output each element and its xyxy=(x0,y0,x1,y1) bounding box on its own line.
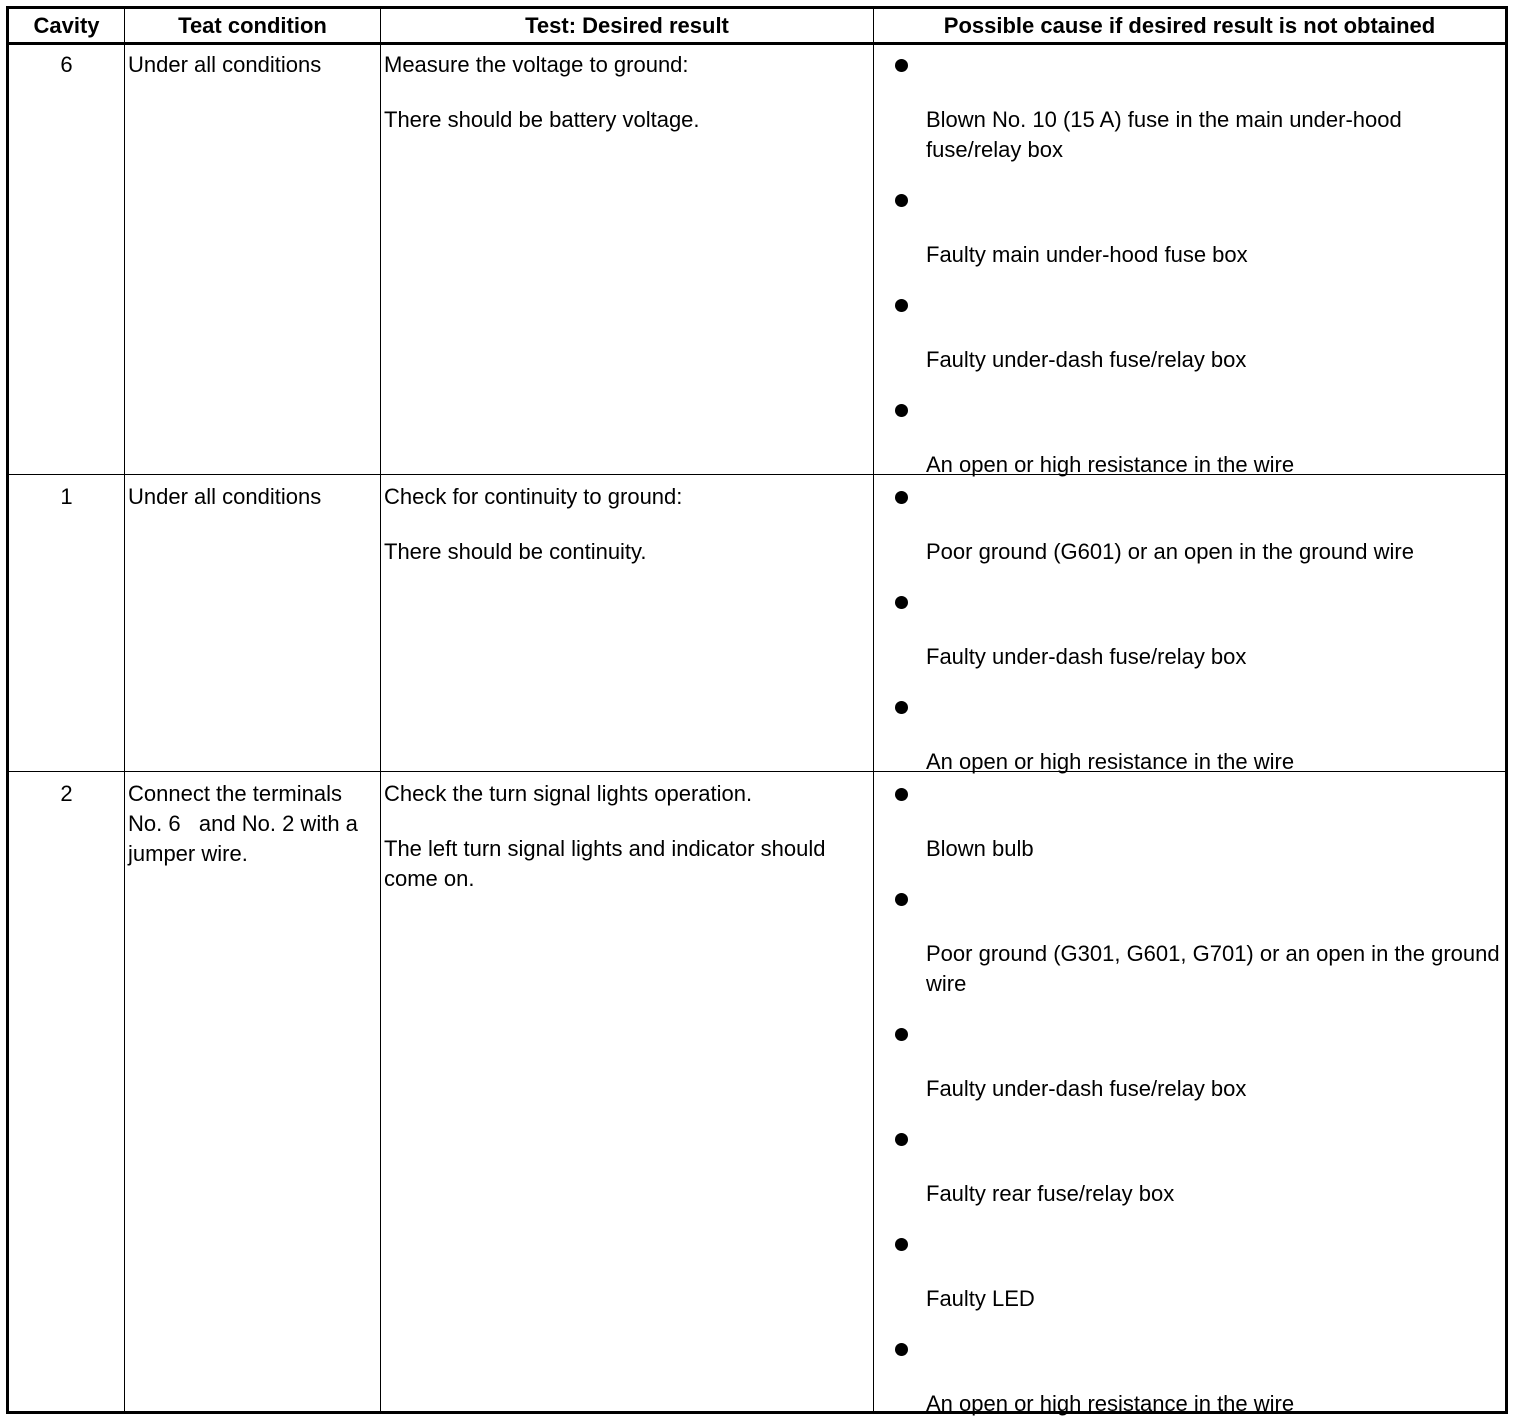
header-cause: Possible cause if desired result is not obtained xyxy=(943,13,1436,38)
bullet-icon xyxy=(895,1028,908,1041)
bullet-icon xyxy=(895,299,908,312)
bullet-icon xyxy=(895,491,908,504)
header-test: Test: Desired result xyxy=(525,13,729,38)
possible-cause: Faulty main under-hood fuse box xyxy=(926,242,1248,267)
column-divider xyxy=(873,9,874,1411)
test-instruction: Measure the voltage to ground: xyxy=(384,52,689,77)
desired-result: The left turn signal lights and indicator should come on. xyxy=(384,836,826,891)
possible-cause: Blown No. 10 (15 A) fuse in the main under-hood fuse/relay box xyxy=(926,107,1402,162)
test-instruction: Check the turn signal lights operation. xyxy=(384,781,753,806)
header-condition: Teat condition xyxy=(178,13,327,38)
cavity-number: 2 xyxy=(60,781,73,806)
possible-cause: Faulty under-dash fuse/relay box xyxy=(926,1076,1247,1101)
test-instruction: Check for continuity to ground: xyxy=(384,484,683,509)
possible-cause: Poor ground (G601) or an open in the ground wire xyxy=(926,539,1414,564)
bullet-icon xyxy=(895,788,908,801)
header-cavity: Cavity xyxy=(33,13,100,38)
possible-cause: Poor ground (G301, G601, G701) or an open in the ground wire xyxy=(926,941,1500,996)
header-divider xyxy=(9,42,1505,45)
bullet-icon xyxy=(895,701,908,714)
bullet-icon xyxy=(895,194,908,207)
possible-cause: Faulty under-dash fuse/relay box xyxy=(926,644,1247,669)
column-divider xyxy=(124,9,125,1411)
cavity-number: 1 xyxy=(60,484,73,509)
test-procedure xyxy=(384,482,864,567)
desired-result: There should be continuity. xyxy=(384,539,647,564)
test-procedure xyxy=(384,779,864,894)
test-condition: Under all conditions xyxy=(128,52,322,77)
column-divider xyxy=(380,9,381,1411)
bullet-icon xyxy=(895,59,908,72)
possible-cause: Faulty LED xyxy=(926,1286,1035,1311)
possible-cause: Faulty rear fuse/relay box xyxy=(926,1181,1175,1206)
bullet-icon xyxy=(895,1343,908,1356)
desired-result: There should be battery voltage. xyxy=(384,107,700,132)
possible-cause: An open or high resistance in the wire xyxy=(926,749,1295,774)
test-condition: Connect the terminals No. 6 and No. 2 with a jumper wire. xyxy=(128,781,365,866)
possible-cause: Blown bulb xyxy=(926,836,1034,861)
cavity-number: 6 xyxy=(60,52,73,77)
possible-cause: An open or high resistance in the wire xyxy=(926,1391,1295,1416)
test-procedure xyxy=(384,50,864,135)
bullet-icon xyxy=(895,1133,908,1146)
possible-cause: Faulty under-dash fuse/relay box xyxy=(926,347,1247,372)
bullet-icon xyxy=(895,893,908,906)
diagnostic-table xyxy=(6,6,1508,1414)
possible-cause: An open or high resistance in the wire xyxy=(926,452,1295,477)
bullet-icon xyxy=(895,596,908,609)
bullet-icon xyxy=(895,1238,908,1251)
bullet-icon xyxy=(895,404,908,417)
test-condition: Under all conditions xyxy=(128,484,322,509)
